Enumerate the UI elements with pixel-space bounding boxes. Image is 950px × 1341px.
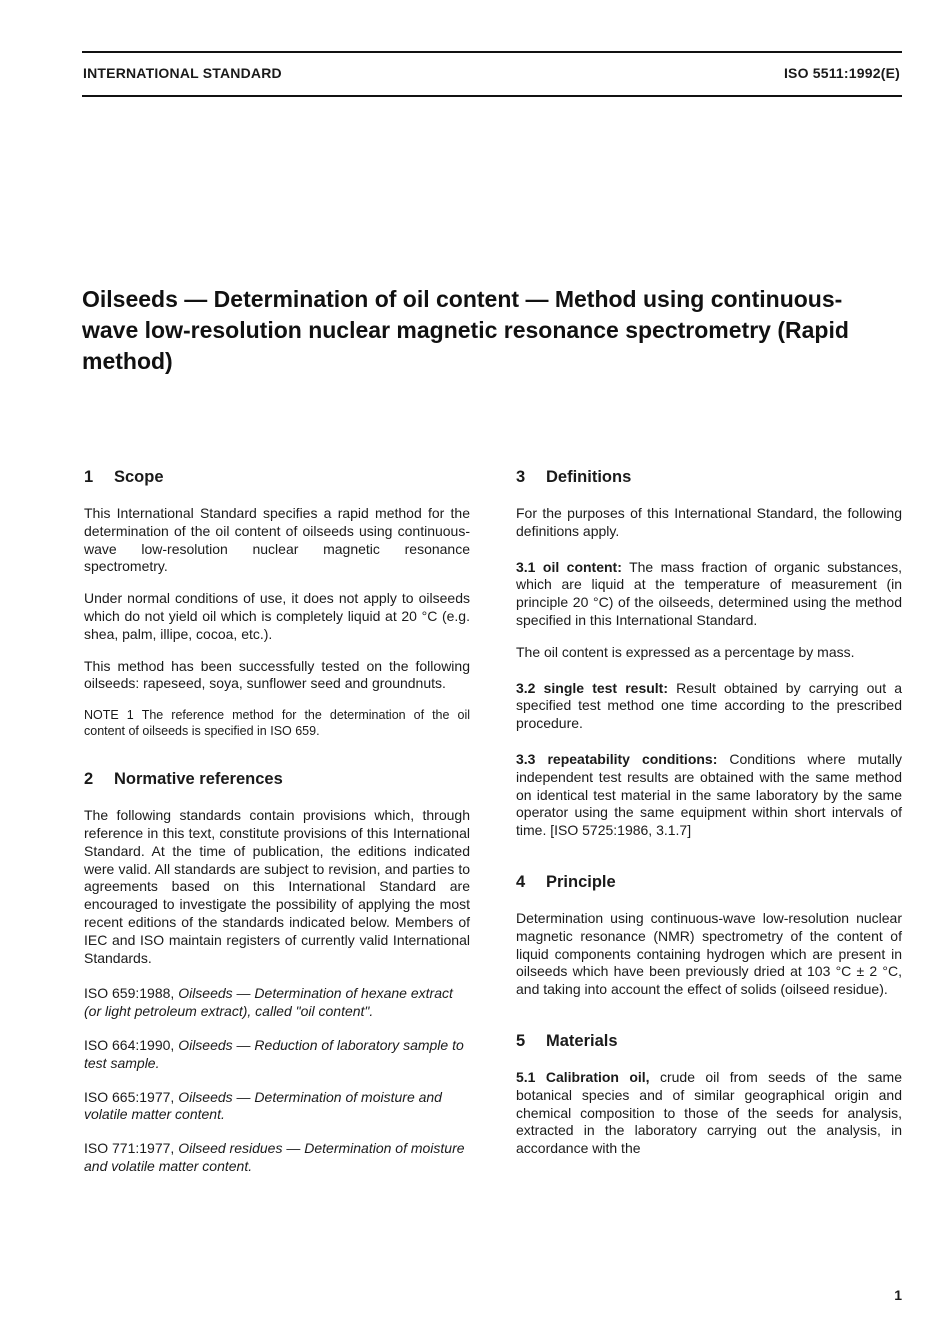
header-top-rule xyxy=(82,51,902,53)
section-heading xyxy=(516,467,902,487)
definition-text: Conditions where mutally independent test results are obtained with the same method on identical test material in the same laboratory by the same operator using the same equipment within short intervals of time. [ISO 5725:1986, 3.1.7] xyxy=(516,750,902,839)
reference-title: Oilseeds — Determination of moisture and volatile matter content. xyxy=(84,1088,442,1123)
materials-text: crude oil from seeds of the same botanical species and of similar geographical origin and chemical composition to those of the seeds for analysis, extracted in the laboratory carrying out the analysis, in accordance with the xyxy=(516,1068,903,1157)
section-title: Principle xyxy=(546,872,616,891)
section-number: 3 xyxy=(516,468,526,486)
definition-number: 3.2 xyxy=(516,679,536,696)
spacer xyxy=(516,854,902,872)
section-number: 1 xyxy=(84,468,94,486)
section-heading xyxy=(84,467,470,487)
header-bottom-rule xyxy=(82,95,902,97)
reference-code: ISO 665:1977, xyxy=(84,1088,175,1105)
reference-code: ISO 771:1977, xyxy=(84,1140,175,1157)
section-principle xyxy=(516,872,902,999)
document-title: Oilseeds — Determination of oil content — Method using continuous-wave low-resolution nuclear magnetic resonance spectrometry (Rapid method) xyxy=(82,286,849,374)
section-materials xyxy=(516,1031,902,1158)
section-heading xyxy=(84,769,470,789)
section-title: Definitions xyxy=(546,468,632,486)
section-number: 5 xyxy=(516,1031,526,1050)
reference-item xyxy=(84,1089,470,1125)
definition-3-3 xyxy=(516,751,902,840)
reference-title: Oilseed residues — Determination of moisture and volatile matter content. xyxy=(84,1140,465,1174)
paragraph: The following standards contain provisions which, through reference in this text, constitute provisions of this International Standard. At the time of publication, the editions indicated were valid. All standards are subject to revision, and parties to agreements based on this International Standard are encouraged to investigate the possibility of applying the most recent editions of the standards indicated below. Members of IEC and ISO maintain registers of currently valid International Standards. xyxy=(84,807,470,966)
paragraph: For the purposes of this International Standard, the following definitions apply. xyxy=(516,505,902,539)
paragraph: Determination using continuous-wave low-resolution nuclear magnetic resonance (NMR) spectrometry of the content of liquid components containing hydrogen which are present in oilseeds which have been previously dried at 103 °C ± 2 °C, and taking into account the effect of solids (oilseed residue). xyxy=(516,909,902,998)
note xyxy=(84,707,470,739)
definition-text: The mass fraction of organic substances, which are liquid at the temperature of measurement (in principle 20 °C) of the oilseeds, determined using the method specified in this International Standard. xyxy=(516,558,903,628)
definition-term: single test result: xyxy=(543,679,669,696)
note-label: NOTE 1 xyxy=(84,708,134,723)
section-heading xyxy=(516,1031,902,1051)
materials-number: 5.1 xyxy=(516,1068,536,1085)
reference-item xyxy=(84,1140,470,1176)
definition-number: 3.1 xyxy=(516,558,536,575)
document-type-label: INTERNATIONAL STANDARD xyxy=(83,65,282,81)
paragraph: This International Standard specifies a rapid method for the determination of the oil content of oilseeds using continuous-wave low-resolution nuclear magnetic resonance spectrometry. xyxy=(84,505,470,575)
definition-3-2 xyxy=(516,680,902,733)
standard-number-label: ISO 5511:1992(E) xyxy=(783,65,900,81)
section-normative-references xyxy=(84,769,470,1176)
note-text: The reference method for the determination of the oil content of oilseeds is specified in ISO 659. xyxy=(84,708,470,739)
definition-term: oil content: xyxy=(542,558,622,575)
reference-code: ISO 659:1988, xyxy=(84,985,175,1002)
reference-title: Oilseeds — Reduction of laboratory sample to test sample. xyxy=(84,1036,464,1071)
section-heading xyxy=(516,872,902,892)
spacer xyxy=(516,1013,902,1031)
paragraph: This method has been successfully tested on the following oilseeds: rapeseed, soya, sunflower seed and groundnuts. xyxy=(84,657,470,692)
section-definitions xyxy=(516,467,902,840)
paragraph: The oil content is expressed as a percentage by mass. xyxy=(516,643,855,660)
section-number: 4 xyxy=(516,872,526,891)
reference-item xyxy=(84,1037,470,1073)
definition-term: repeatability conditions: xyxy=(547,750,718,767)
materials-5-1 xyxy=(516,1069,902,1158)
definition-3-1 xyxy=(516,559,902,630)
section-title: Scope xyxy=(114,468,164,486)
section-title: Materials xyxy=(546,1031,618,1050)
page-number: 1 xyxy=(894,1287,902,1303)
reference-code: ISO 664:1990, xyxy=(84,1036,175,1053)
materials-term: Calibration oil, xyxy=(545,1068,650,1085)
right-column xyxy=(516,467,902,1172)
section-number: 2 xyxy=(84,770,94,789)
section-title: Normative references xyxy=(114,770,283,789)
left-column xyxy=(84,467,470,1192)
definition-number: 3.3 xyxy=(516,750,536,767)
reference-title: Oilseeds — Determination of hexane extract (or light petroleum extract), called "oil content". xyxy=(84,985,453,1020)
definition-text: Result obtained by carrying out a specified test method one time according to the prescribed procedure. xyxy=(516,679,903,732)
section-scope xyxy=(84,467,470,739)
paragraph: Under normal conditions of use, it does not apply to oilseeds which do not yield oil which is completely liquid at 20 °C (e.g. shea, palm, illipe, cocoa, etc.). xyxy=(84,590,470,642)
reference-item xyxy=(84,985,470,1021)
